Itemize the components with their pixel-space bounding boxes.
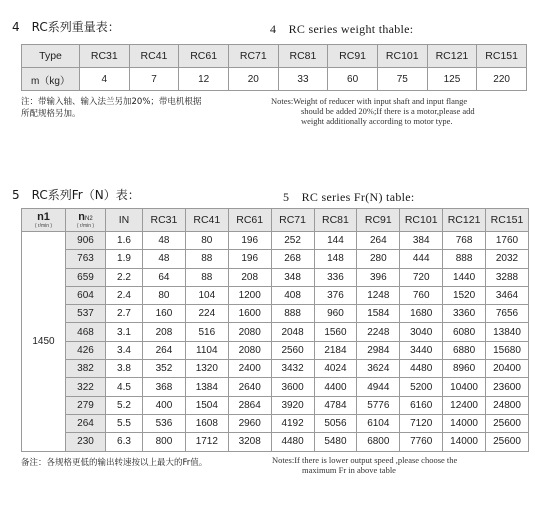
fr-value-cell: 3360 [443,305,486,323]
fr-n2-cell: 426 [66,341,106,359]
fr-header-n1 [22,209,66,232]
fr-value-cell: 4944 [357,378,400,396]
fr-value-cell: 3432 [271,360,314,378]
fr-ratio-cell: 3.1 [106,323,143,341]
fr-value-cell: 2960 [228,414,271,432]
fr-table-row [22,396,529,414]
fr-value-cell: 264 [143,341,186,359]
fr-table-row [22,341,529,359]
fr-header-model: RC101 [400,209,443,232]
fr-value-cell: 536 [143,414,186,432]
fr-value-cell: 80 [143,286,186,304]
fr-header-n1-label: n1 [37,211,50,223]
fr-value-cell: 5480 [314,433,357,451]
fr-value-cell: 888 [443,250,486,268]
fr-table-row [22,268,529,286]
fr-value-cell: 5776 [357,396,400,414]
fr-value-cell: 720 [400,268,443,286]
fr-value-cell: 7760 [400,433,443,451]
fr-ratio-cell: 4.5 [106,378,143,396]
fr-value-cell: 2560 [271,341,314,359]
fr-value-cell: 25600 [486,414,529,432]
fr-value-cell: 376 [314,286,357,304]
fr-header-n2-subscript: N2 [85,216,93,222]
weight-header-cell: RC61 [179,45,229,68]
fr-value-cell: 400 [143,396,186,414]
fr-value-cell: 1520 [443,286,486,304]
fr-title-cn: 5 RC系列Fr（N）表： [12,188,140,202]
fr-value-cell: 160 [143,305,186,323]
fr-table-body [22,232,529,452]
fr-value-cell: 1200 [228,286,271,304]
fr-header-in: IN [106,209,143,232]
fr-value-cell: 6080 [443,323,486,341]
fr-value-cell: 4192 [271,414,314,432]
fr-value-cell: 8960 [443,360,486,378]
fr-value-cell: 1504 [185,396,228,414]
fr-value-cell: 4480 [400,360,443,378]
fr-header-model: RC121 [443,209,486,232]
weight-value-cell: 33 [278,68,328,91]
fr-table-row [22,232,529,250]
fr-value-cell: 516 [185,323,228,341]
weight-note-cn [21,96,201,120]
fr-value-cell: 104 [185,286,228,304]
fr-value-cell: 1248 [357,286,400,304]
fr-value-cell: 24800 [486,396,529,414]
fr-value-cell: 1384 [185,378,228,396]
weight-header-row [22,45,527,68]
fr-note-en-line: Notes:If there is lower output speed ,please choose the [272,455,458,465]
weight-header-cell: RC91 [328,45,378,68]
fr-value-cell: 348 [271,268,314,286]
fr-table-row [22,250,529,268]
weight-value-cell: 125 [427,68,477,91]
fr-value-cell: 64 [143,268,186,286]
fr-value-cell: 444 [400,250,443,268]
fr-n2-cell: 322 [66,378,106,396]
weight-header-cell: RC151 [477,45,527,68]
fr-value-cell: 2048 [271,323,314,341]
fr-value-cell: 14000 [443,433,486,451]
fr-value-cell: 196 [228,232,271,250]
fr-ratio-cell: 1.9 [106,250,143,268]
fr-value-cell: 4784 [314,396,357,414]
fr-note-cn: 备注：各规格更低的输出转速按以上最大的Fr值。 [21,458,208,468]
fr-value-cell: 800 [143,433,186,451]
fr-value-cell: 2864 [228,396,271,414]
fr-value-cell: 280 [357,250,400,268]
fr-header-n1-unit: ( r/min ) [34,223,53,229]
fr-value-cell: 3040 [400,323,443,341]
weight-note-cn-line: 所配规格另加。 [21,109,81,119]
fr-value-cell: 1712 [185,433,228,451]
weight-note-en [271,96,475,126]
fr-value-cell: 23600 [486,378,529,396]
fr-value-cell: 224 [185,305,228,323]
fr-value-cell: 6104 [357,414,400,432]
fr-ratio-cell: 1.6 [106,232,143,250]
fr-value-cell: 1680 [400,305,443,323]
fr-table-row [22,433,529,451]
fr-header-model: RC71 [271,209,314,232]
fr-value-cell: 1760 [486,232,529,250]
weight-header-cell: RC121 [427,45,477,68]
fr-value-cell: 13840 [486,323,529,341]
fr-title-en: 5 RC series Fr(N) table: [283,190,415,204]
fr-header-model: RC91 [357,209,400,232]
fr-value-cell: 2640 [228,378,271,396]
fr-value-cell: 1608 [185,414,228,432]
weight-value-row [22,68,527,91]
fr-value-cell: 208 [228,268,271,286]
fr-table-row [22,378,529,396]
fr-value-cell: 196 [228,250,271,268]
fr-header-model: RC81 [314,209,357,232]
fr-value-cell: 1584 [357,305,400,323]
fr-value-cell: 10400 [443,378,486,396]
fr-value-cell: 208 [143,323,186,341]
fr-value-cell: 268 [271,250,314,268]
fr-value-cell: 12400 [443,396,486,414]
fr-value-cell: 4400 [314,378,357,396]
fr-value-cell: 408 [271,286,314,304]
weight-label-cell: m（kg） [22,68,80,91]
weight-table [21,44,527,91]
fr-ratio-cell: 2.4 [106,286,143,304]
fr-n2-cell: 906 [66,232,106,250]
fr-value-cell: 2080 [228,323,271,341]
fr-value-cell: 6800 [357,433,400,451]
fr-value-cell: 384 [400,232,443,250]
fr-value-cell: 960 [314,305,357,323]
fr-value-cell: 48 [143,232,186,250]
weight-value-cell: 75 [377,68,427,91]
fr-table-row [22,323,529,341]
fr-value-cell: 1600 [228,305,271,323]
fr-n2-cell: 604 [66,286,106,304]
fr-n2-cell: 382 [66,360,106,378]
weight-note-en-line: weight additionally according to motor type. [301,116,453,126]
fr-table-row [22,360,529,378]
fr-value-cell: 3288 [486,268,529,286]
fr-value-cell: 4024 [314,360,357,378]
fr-value-cell: 88 [185,268,228,286]
fr-value-cell: 760 [400,286,443,304]
fr-note-en [272,455,457,475]
fr-header-n2-unit: ( r/min ) [76,223,95,229]
fr-ratio-cell: 3.8 [106,360,143,378]
weight-note-en-line: should be added 20%;If there is a motor,please add [301,106,475,116]
weight-header-cell: RC101 [377,45,427,68]
weight-header-cell: RC41 [129,45,179,68]
weight-header-cell: Type [22,45,80,68]
fr-n2-cell: 537 [66,305,106,323]
weight-value-cell: 220 [477,68,527,91]
fr-value-cell: 252 [271,232,314,250]
fr-ratio-cell: 2.2 [106,268,143,286]
fr-value-cell: 48 [143,250,186,268]
fr-value-cell: 1104 [185,341,228,359]
fr-value-cell: 3624 [357,360,400,378]
fr-ratio-cell: 5.5 [106,414,143,432]
fr-n2-cell: 468 [66,323,106,341]
fr-value-cell: 396 [357,268,400,286]
fr-value-cell: 2400 [228,360,271,378]
fr-n2-cell: 230 [66,433,106,451]
fr-value-cell: 352 [143,360,186,378]
weight-value-cell: 12 [179,68,229,91]
fr-header-model: RC151 [486,209,529,232]
fr-value-cell: 80 [185,232,228,250]
fr-value-cell: 5200 [400,378,443,396]
weight-value-cell: 4 [80,68,130,91]
fr-value-cell: 15680 [486,341,529,359]
fr-value-cell: 25600 [486,433,529,451]
fr-value-cell: 368 [143,378,186,396]
fr-value-cell: 6880 [443,341,486,359]
fr-value-cell: 768 [443,232,486,250]
fr-ratio-cell: 5.2 [106,396,143,414]
fr-ratio-cell: 2.7 [106,305,143,323]
fr-value-cell: 6160 [400,396,443,414]
weight-header-cell: RC31 [80,45,130,68]
fr-value-cell: 2184 [314,341,357,359]
fr-value-cell: 2248 [357,323,400,341]
weight-title-en: 4 RC series weight thable: [270,22,414,36]
fr-n2-cell: 659 [66,268,106,286]
fr-header-model: RC41 [185,209,228,232]
fr-value-cell: 1320 [185,360,228,378]
weight-value-cell: 20 [228,68,278,91]
fr-header-row [22,209,529,232]
fr-n2-cell: 264 [66,414,106,432]
fr-n2-cell: 763 [66,250,106,268]
fr-value-cell: 2984 [357,341,400,359]
fr-value-cell: 14000 [443,414,486,432]
fr-table-row [22,286,529,304]
fr-value-cell: 7120 [400,414,443,432]
fr-ratio-cell: 6.3 [106,433,143,451]
fr-value-cell: 5056 [314,414,357,432]
fr-ratio-cell: 3.4 [106,341,143,359]
fr-header-model: RC61 [228,209,271,232]
fr-header-model: RC31 [143,209,186,232]
weight-note-en-line: Notes:Weight of reducer with input shaft and input flange [271,96,468,106]
fr-table-row [22,414,529,432]
fr-value-cell: 88 [185,250,228,268]
fr-value-cell: 7656 [486,305,529,323]
fr-n1-cell: 1450 [22,232,66,452]
fr-value-cell: 4480 [271,433,314,451]
fr-note-en-line: maximum Fr in above table [302,465,396,475]
fr-value-cell: 3440 [400,341,443,359]
fr-header-n2-label: n [78,211,86,223]
weight-value-cell: 7 [129,68,179,91]
fr-n2-cell: 279 [66,396,106,414]
fr-table [21,208,529,452]
fr-value-cell: 3920 [271,396,314,414]
fr-table-row [22,305,529,323]
fr-value-cell: 888 [271,305,314,323]
fr-value-cell: 336 [314,268,357,286]
weight-header-cell: RC81 [278,45,328,68]
fr-header-n2 [66,209,106,232]
fr-value-cell: 20400 [486,360,529,378]
fr-value-cell: 1560 [314,323,357,341]
fr-value-cell: 144 [314,232,357,250]
fr-value-cell: 2032 [486,250,529,268]
fr-value-cell: 264 [357,232,400,250]
fr-value-cell: 1440 [443,268,486,286]
weight-note-cn-line: 注：带输入轴、输入法兰另加20%；带电机根据 [21,97,202,107]
fr-value-cell: 148 [314,250,357,268]
fr-value-cell: 3208 [228,433,271,451]
weight-title-cn: 4 RC系列重量表： [12,20,120,34]
fr-value-cell: 3600 [271,378,314,396]
weight-header-cell: RC71 [228,45,278,68]
fr-value-cell: 2080 [228,341,271,359]
fr-value-cell: 3464 [486,286,529,304]
weight-value-cell: 60 [328,68,378,91]
